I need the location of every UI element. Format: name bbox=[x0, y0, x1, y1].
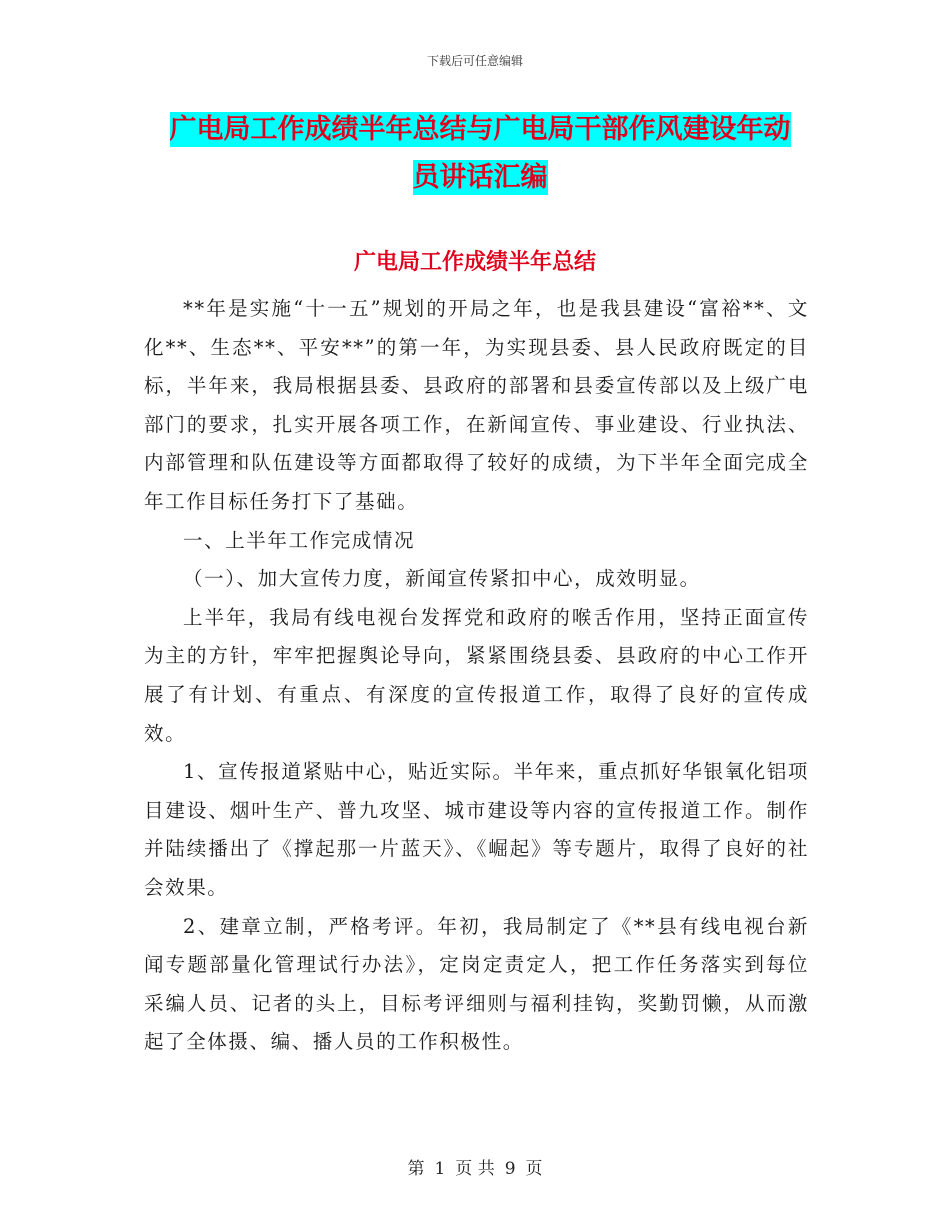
title-line-1: 广电局工作成绩半年总结与广电局干部作风建设年动 bbox=[169, 114, 791, 145]
page-footer bbox=[0, 1154, 950, 1179]
footer-mid: 页 共 bbox=[455, 1159, 495, 1179]
paragraph-intro: **年是实施“十一五”规划的开局之年，也是我县建设“富裕**、文化**、生态**、平安**”的第一年，为实现县委、县人民政府既定的目标，半年来，我局根据县委、县政府的部署和县委宣传部以及上级广电部门的要求，扎实开展各项工作，在新闻宣传、事业建设、行业执法、内部管理和队伍建设等方面都取得了较好的成绩，为下半年全面完成全年工作目标任务打下了基础。 bbox=[144, 297, 809, 513]
page-number: 1 bbox=[434, 1159, 446, 1179]
document-title bbox=[150, 106, 810, 202]
subheading-1: （一）、加大宣传力度，新闻宣传紧扣中心，成效明显。 bbox=[183, 567, 701, 591]
heading-1: 一、上半年工作完成情况 bbox=[183, 528, 416, 552]
body-text bbox=[144, 290, 809, 1062]
title-line-2: 员讲话汇编 bbox=[412, 162, 548, 193]
total-pages: 9 bbox=[504, 1159, 516, 1179]
section-title: 广电局工作成绩半年总结 bbox=[353, 250, 596, 275]
footer-prefix: 第 bbox=[407, 1159, 425, 1179]
paragraph: 上半年，我局有线电视台发挥党和政府的喉舌作用，坚持正面宣传为主的方针，牢牢把握舆论导向，紧紧围绕县委、县政府的中心工作开展了有计划、有重点、有深度的宣传报道工作，取得了良好的宣传成效。 bbox=[144, 605, 809, 745]
header-note: 下载后可任意编辑 bbox=[426, 54, 523, 68]
paragraph-item-2: 2、建章立制，严格考评。年初，我局制定了《**县有线电视台新闻专题部量化管理试行办法》，定岗定责定人，把工作任务落实到每位采编人员、记者的头上，目标考评细则与福利挂钩，奖勤罚懒，从而激起了全体摄、编、播人员的工作积极性。 bbox=[144, 914, 809, 1054]
paragraph-item-1: 1、宣传报道紧贴中心，贴近实际。半年来，重点抓好华银氧化铝项目建设、烟叶生产、普九攻坚、城市建设等内容的宣传报道工作。制作并陆续播出了《撑起那一片蓝天》、《崛起》等专题片，取得了良好的社会效果。 bbox=[144, 760, 809, 899]
footer-suffix: 页 bbox=[525, 1159, 543, 1179]
